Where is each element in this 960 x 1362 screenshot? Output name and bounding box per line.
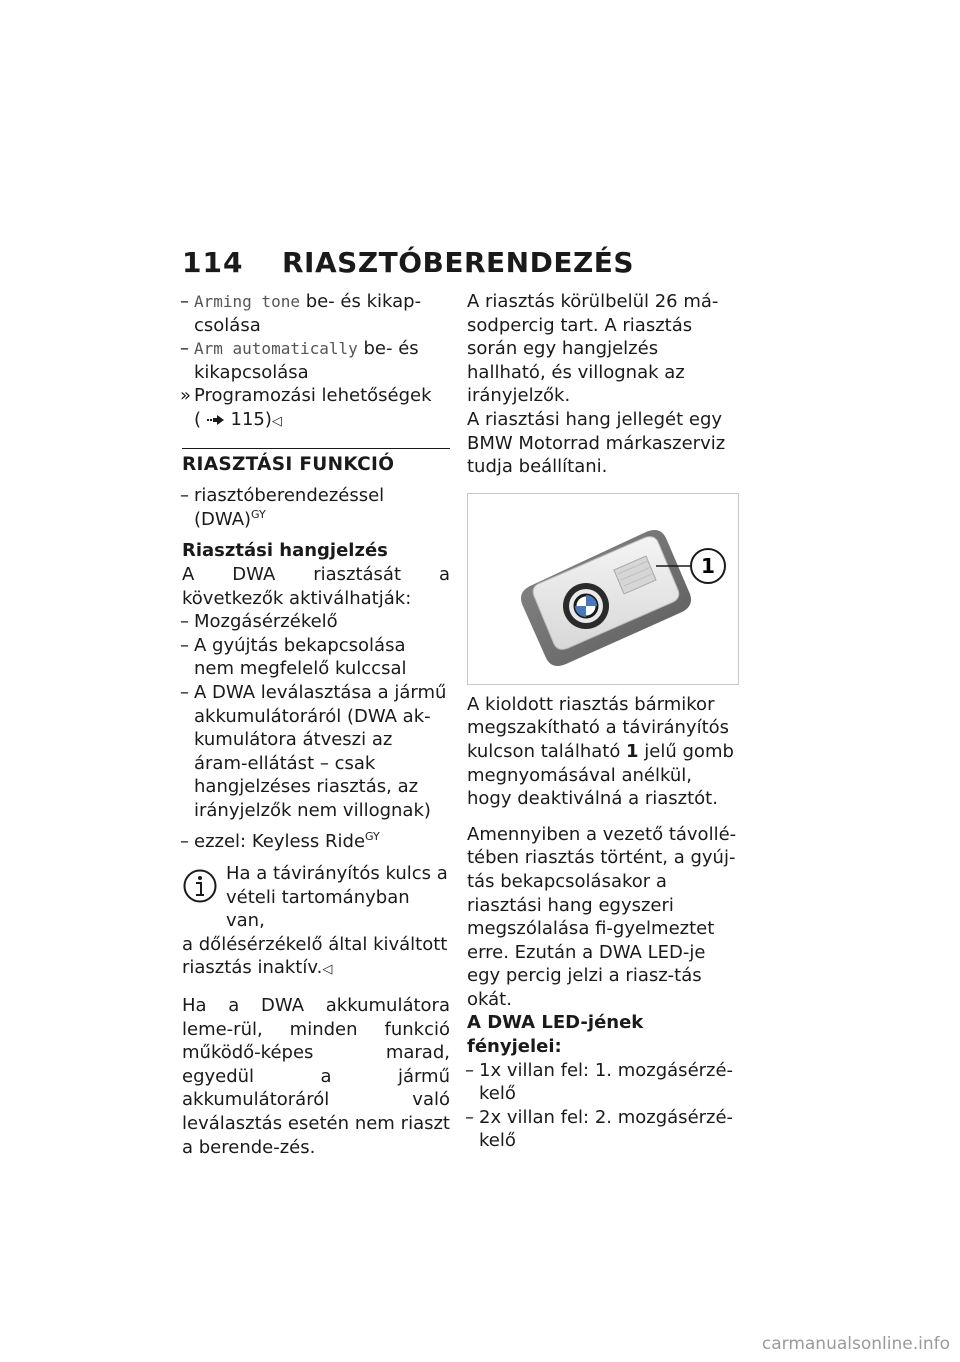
equipment-line: – ezzel: Keyless Ride$^{GY}$: [180, 830, 380, 853]
page-number: 114: [182, 246, 244, 279]
list-item: – Arming tone be- és kikap-csolása: [180, 291, 422, 336]
list-item: – 1x villan fel: 1. mozgásérzé-kelő: [465, 1059, 734, 1105]
end-triangle-icon: ◁: [271, 413, 282, 429]
list-item: – 2x villan fel: 2. mozgásérzé-kelő: [465, 1106, 734, 1152]
menu-code: Arming tone: [194, 292, 300, 311]
chapter-title: RIASZTÓBERENDEZÉS: [282, 246, 635, 279]
cross-reference[interactable]: » Programozási lehetőségek ( 115)◁: [180, 385, 432, 430]
menu-code: Arm automatically: [194, 339, 358, 359]
equipment-line: – riasztóberendezéssel (DWA)$^{GY}$: [180, 485, 385, 530]
arrow-right-icon: [201, 409, 230, 430]
info-note: Ha a távirányítós kulcs a vételi tartományban van, a dőlésérzékelő által kiváltott riasztás inaktív.◁: [182, 863, 448, 979]
watermark[interactable]: carmanualsonline.info: [761, 1334, 950, 1354]
section-divider: [182, 448, 450, 477]
end-triangle-icon: ◁: [322, 962, 333, 978]
paragraph: Ha a DWA akkumulátora leme-rül, minden funkció működő-képes marad, egyedül a jármű akkumulátoráról való leválasztás esetén nem riaszt a berende-zés.: [182, 995, 450, 1158]
callout-number: 1: [701, 553, 715, 578]
subheading: Riasztási hangjelzés: [182, 540, 388, 562]
paragraph: A DWA riasztását a következők aktiválhatják:: [182, 563, 450, 609]
key-fob-illustration: [468, 494, 738, 684]
paragraph: A riasztási hang jellegét egy BMW Motorrad márkaszerviz tudja beállítani.: [467, 408, 726, 478]
page-header: [182, 246, 634, 279]
left-column: [182, 290, 450, 1159]
list-item: – Mozgásérzékelő: [180, 611, 338, 633]
paragraph: Amennyiben a vezető távollé-tében riasztás történt, a gyúj-tás bekapcsolásakor a riasztási hang egyszeri megszólalása fi-gyelmeztet erre. Ezután a DWA LED-je egy percig jelzi a riasz-tás okát.: [467, 823, 737, 1010]
list-item: – A gyújtás bekapcsolása nem megfelelő kulccsal: [180, 634, 407, 680]
list-item: – Arm automatically be- és kikapcsolása: [180, 338, 419, 383]
list-item: – A DWA leválasztása a jármű akkumulátoráról (DWA ak-kumulátora átveszi az áram-ellátást – csak hangjelzéses riasztás, az irányjelzők nem villognak): [180, 681, 447, 821]
info-icon: [182, 868, 218, 904]
key-fob-figure: [467, 493, 739, 685]
subheading: A DWA LED-jének fényjelei:: [467, 1012, 644, 1058]
paragraph: A riasztás körülbelül 26 má-sodpercig tart. A riasztás során egy hangjelzés hallható, és villognak az irányjelzők.: [467, 291, 719, 407]
right-column: [467, 290, 739, 1153]
paragraph: A kioldott riasztás bármikor megszakítható a távirányítós kulcson található 1 jelű gomb megnyomásával anélkül, hogy deaktiválná a riasztót.: [467, 693, 734, 810]
section-title: RIASZTÁSI FUNKCIÓ: [182, 453, 395, 475]
